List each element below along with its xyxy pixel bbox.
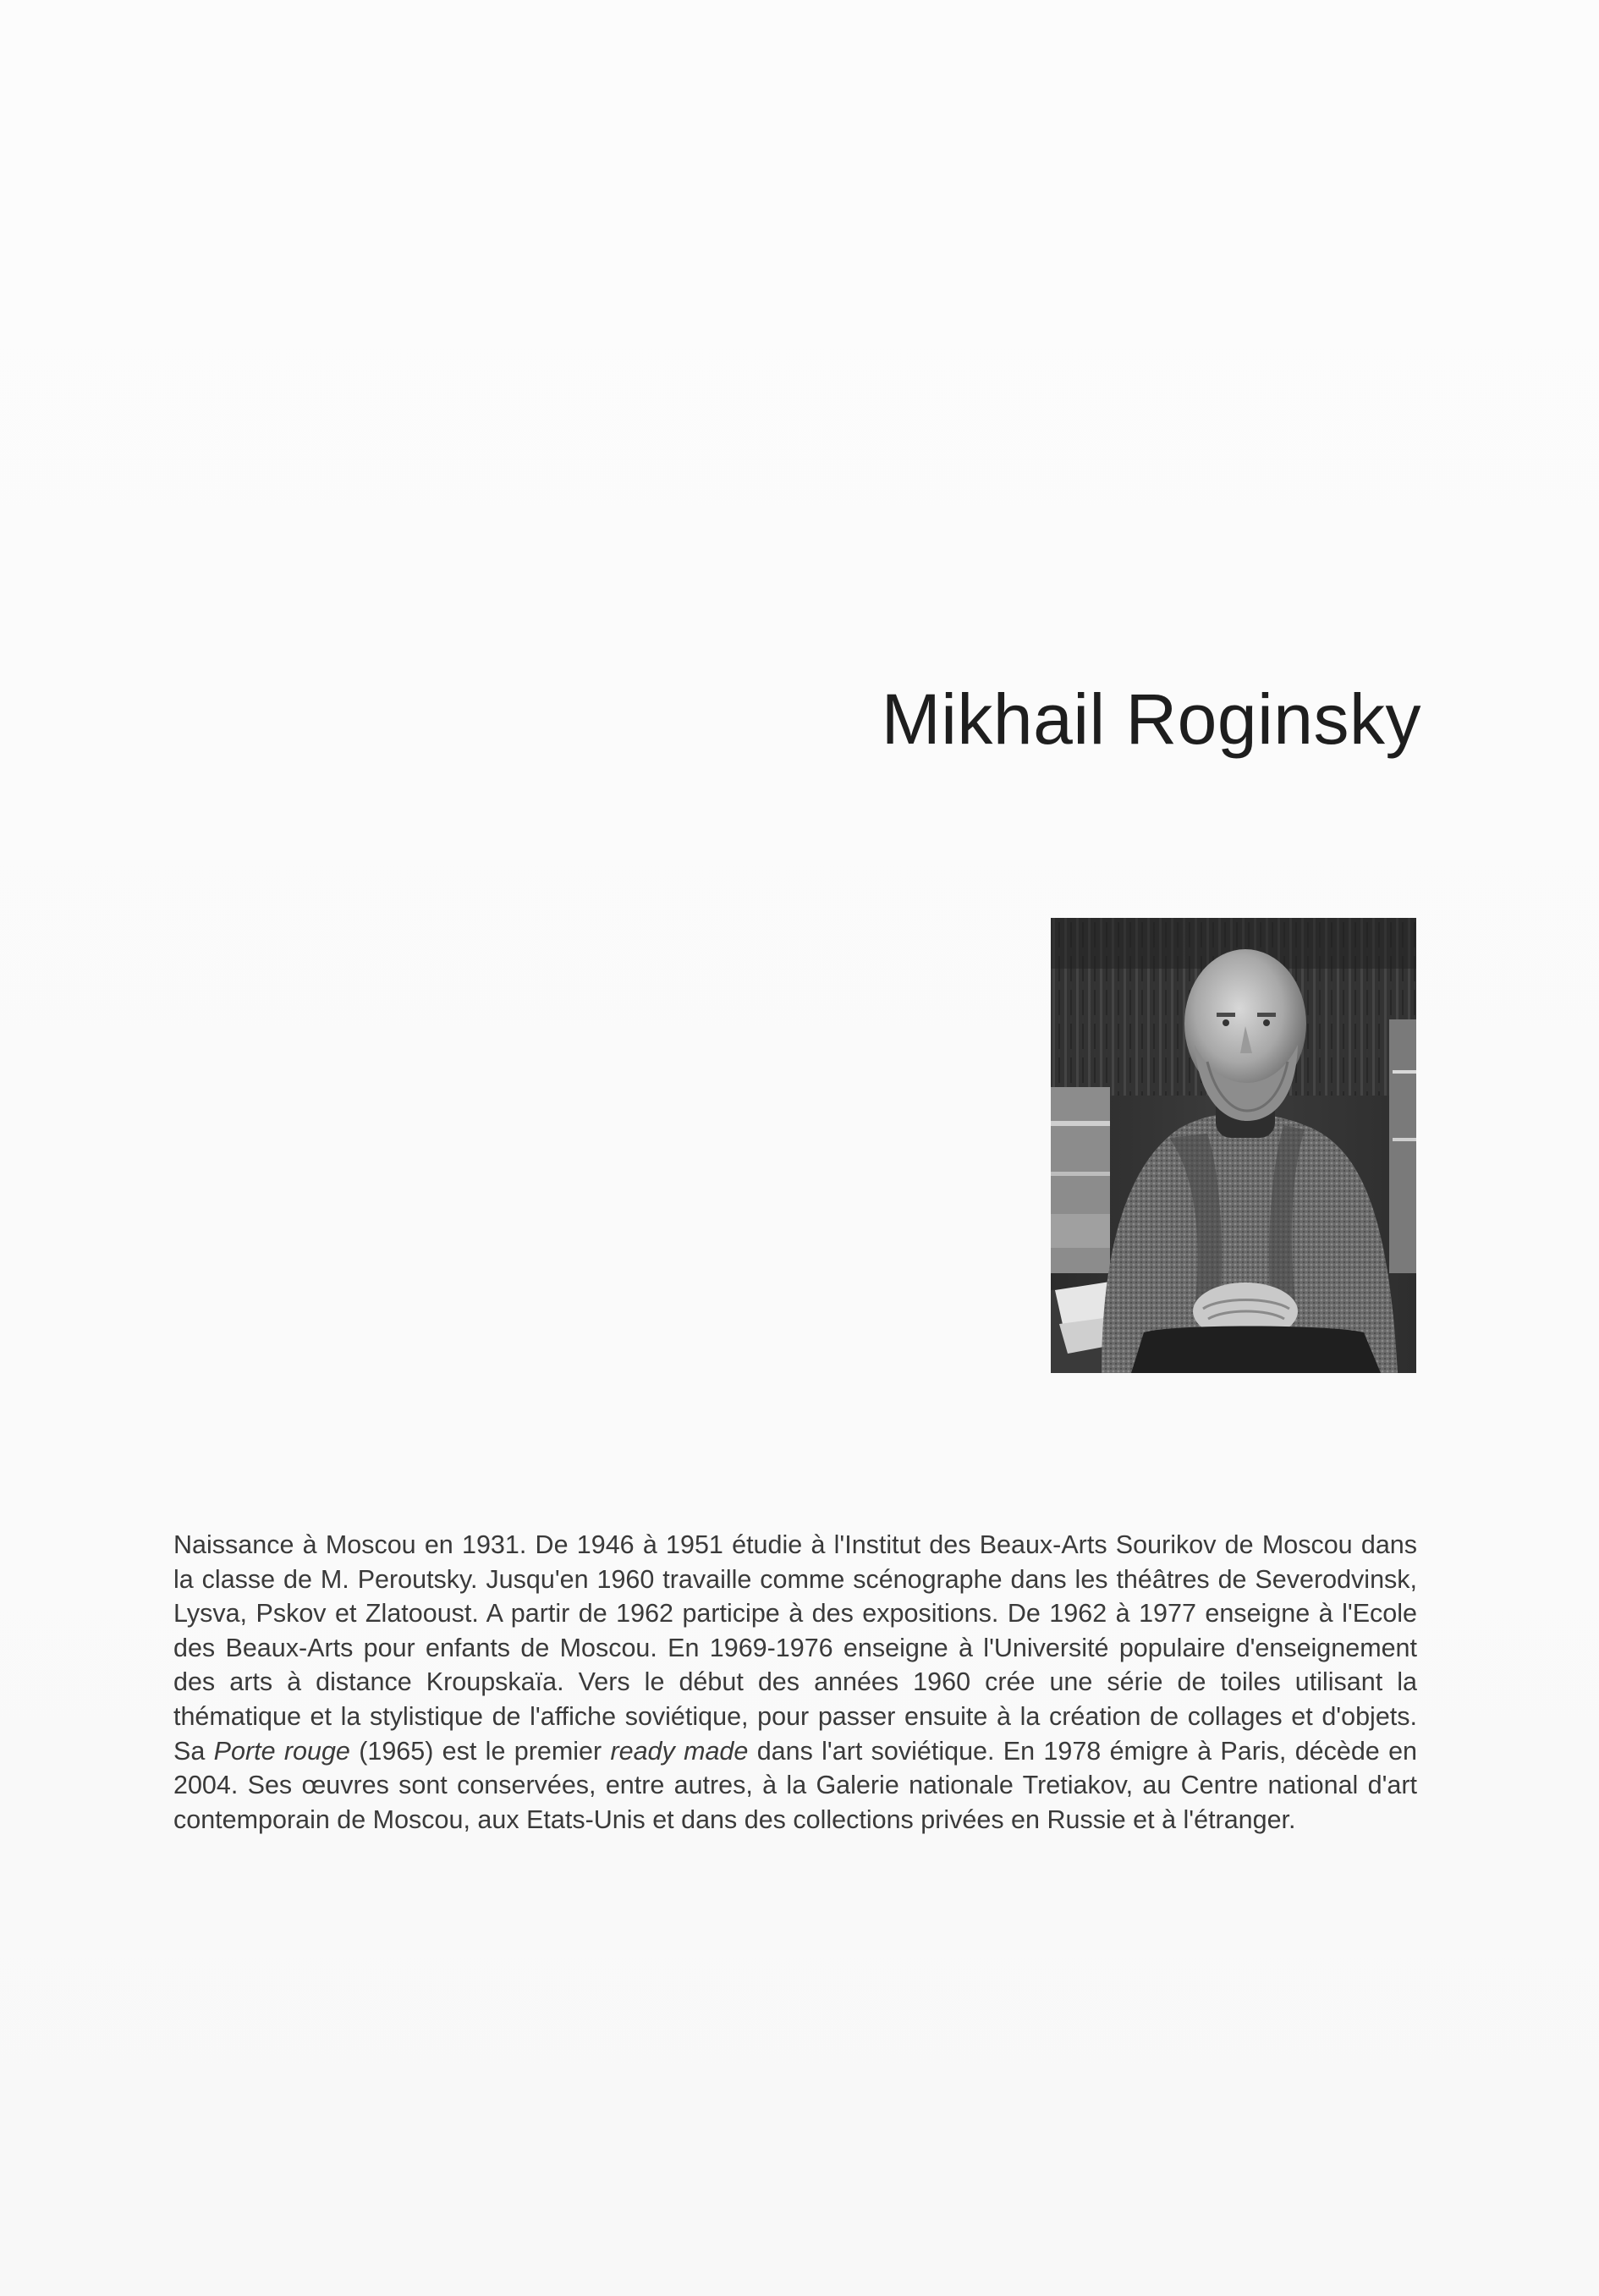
portrait-photo xyxy=(1051,918,1416,1373)
biography-italic-title-1: Porte rouge xyxy=(213,1736,350,1766)
portrait-photo-icon xyxy=(1051,918,1416,1373)
biography-part-1: Naissance à Moscou en 1931. De 1946 à 1951 étudie à l'Institut des Beaux-Arts Sourikov de Moscou dans la classe de M. Peroutsky. Jusqu'en 1960 travaille comme scénographe dans les théâtres de Severodvinsk, Lysva, Pskov et Zlatooust. A partir de 1962 participe à des expositions. De 1962 à 1977 enseigne à l'Ecole des Beaux-Arts pour enfants de Moscou. En 1969-1976 enseigne à l'Université populaire d'enseignement des arts à distance Kroupskaïa. Vers le début des années 1960 crée une série de toiles utilisant la thématique et la stylistique de l'affiche soviétique, pour passer ensuite à la création de collages et d'objets. Sa xyxy=(173,1530,1417,1766)
biography-text xyxy=(173,1528,1417,1837)
biography-part-2: (1965) est le premier xyxy=(349,1736,611,1766)
artist-name-heading: Mikhail Roginsky xyxy=(881,679,1421,759)
biography-part-3: dans l'art soviétique. En 1978 émigre à Paris, décède en 2004. Ses œuvres sont conservées, entre autres, à la Galerie nationale Tretiakov, au Centre national d'art contemporain de Moscou, aux Etats-Unis et dans des collections privées en Russie et à l'étranger. xyxy=(173,1736,1418,1834)
biography-italic-title-2: ready made xyxy=(610,1736,749,1766)
